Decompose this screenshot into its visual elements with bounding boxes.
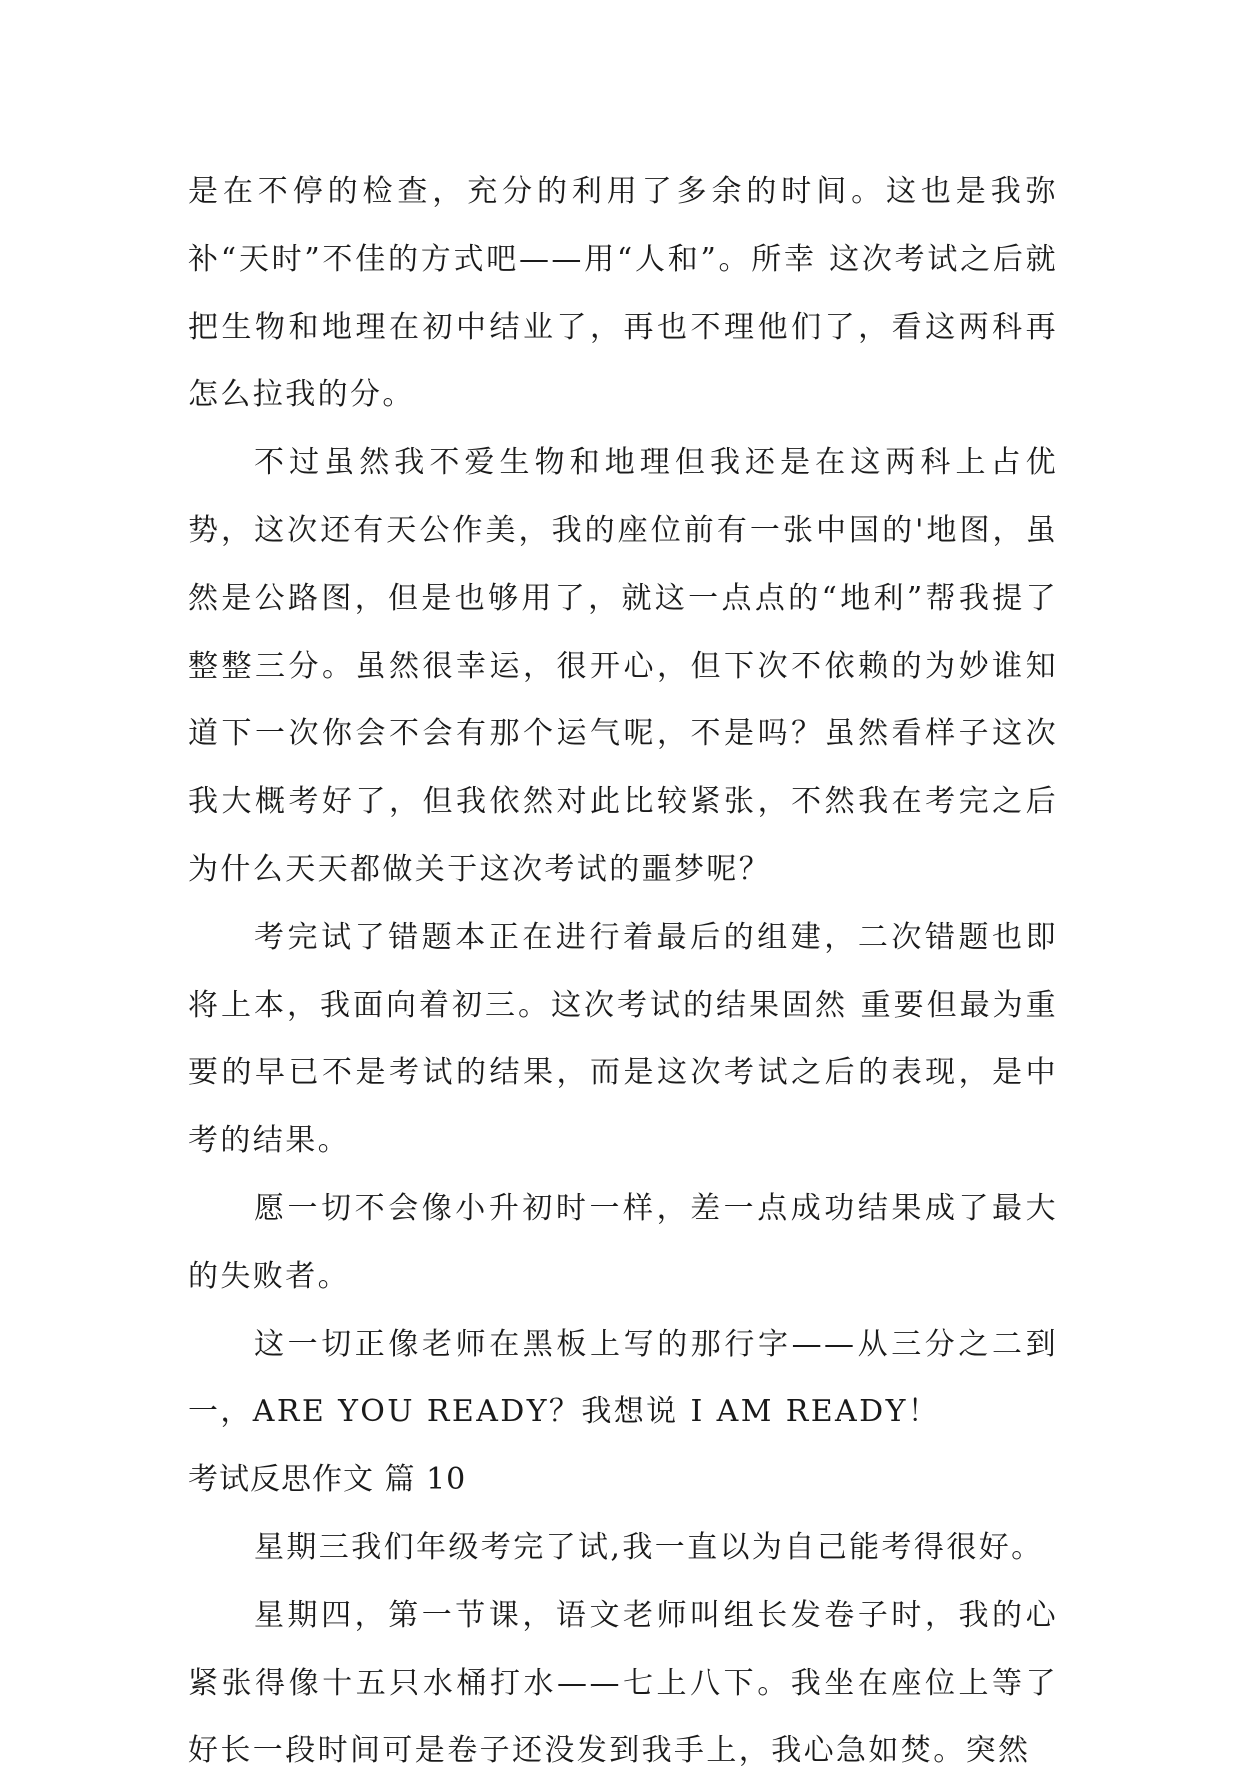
paragraph-geography-advantage: 不过虽然我不爱生物和地理但我还是在这两科上占优势，这次还有天公作美，我的座位前有一张中国的'地图，虽然是公路图，但是也够用了，就这一点点的“地利”帮我提了整整三分。虽然很幸运，很开心，但下次不依赖的为妙谁知道下一次你会不会有那个运气呢，不是吗？虽然看样子这次我大概考好了，但我依然对此比较紧张，不然我在考完之后为什么天天都做关于这次考试的噩梦呢？ — [188, 445, 1058, 887]
paragraph-thursday: 星期四，第一节课，语文老师叫组长发卷子时，我的心紧张得像十五只水桶打水——七上八下。我坐在座位上等了好长一段时间可是卷子还没发到我手上，我心急如焚。突然 — [188, 1597, 1058, 1769]
paragraph-error-notebook: 考完试了错题本正在进行着最后的组建，二次错题也即将上本，我面向着初三。这次考试的结果固然 重要但最为重要的早已不是考试的结果，而是这次考试之后的表现，是中考的结果。 — [188, 919, 1058, 1159]
paragraph-continuation: 是在不停的检查，充分的利用了多余的时间。这也是我弥补“天时”不佳的方式吧——用“人和”。所幸 这次考试之后就把生物和地理在初中结业了，再也不理他们了，看这两科再怎么拉我的分。 — [188, 174, 1058, 413]
paragraph-wednesday: 星期三我们年级考完了试,我一直以为自己能考得很好。 — [254, 1529, 1044, 1565]
document-body — [188, 158, 1058, 1785]
paragraph-wish: 愿一切不会像小升初时一样，差一点成功结果成了最大的失败者。 — [188, 1190, 1058, 1294]
paragraph-are-you-ready: 这一切正像老师在黑板上写的那行字——从三分之二到一，ARE YOU READY？我想说 I AM READY！ — [188, 1326, 1058, 1430]
section-heading: 考试反思作文 篇 10 — [188, 1462, 467, 1498]
